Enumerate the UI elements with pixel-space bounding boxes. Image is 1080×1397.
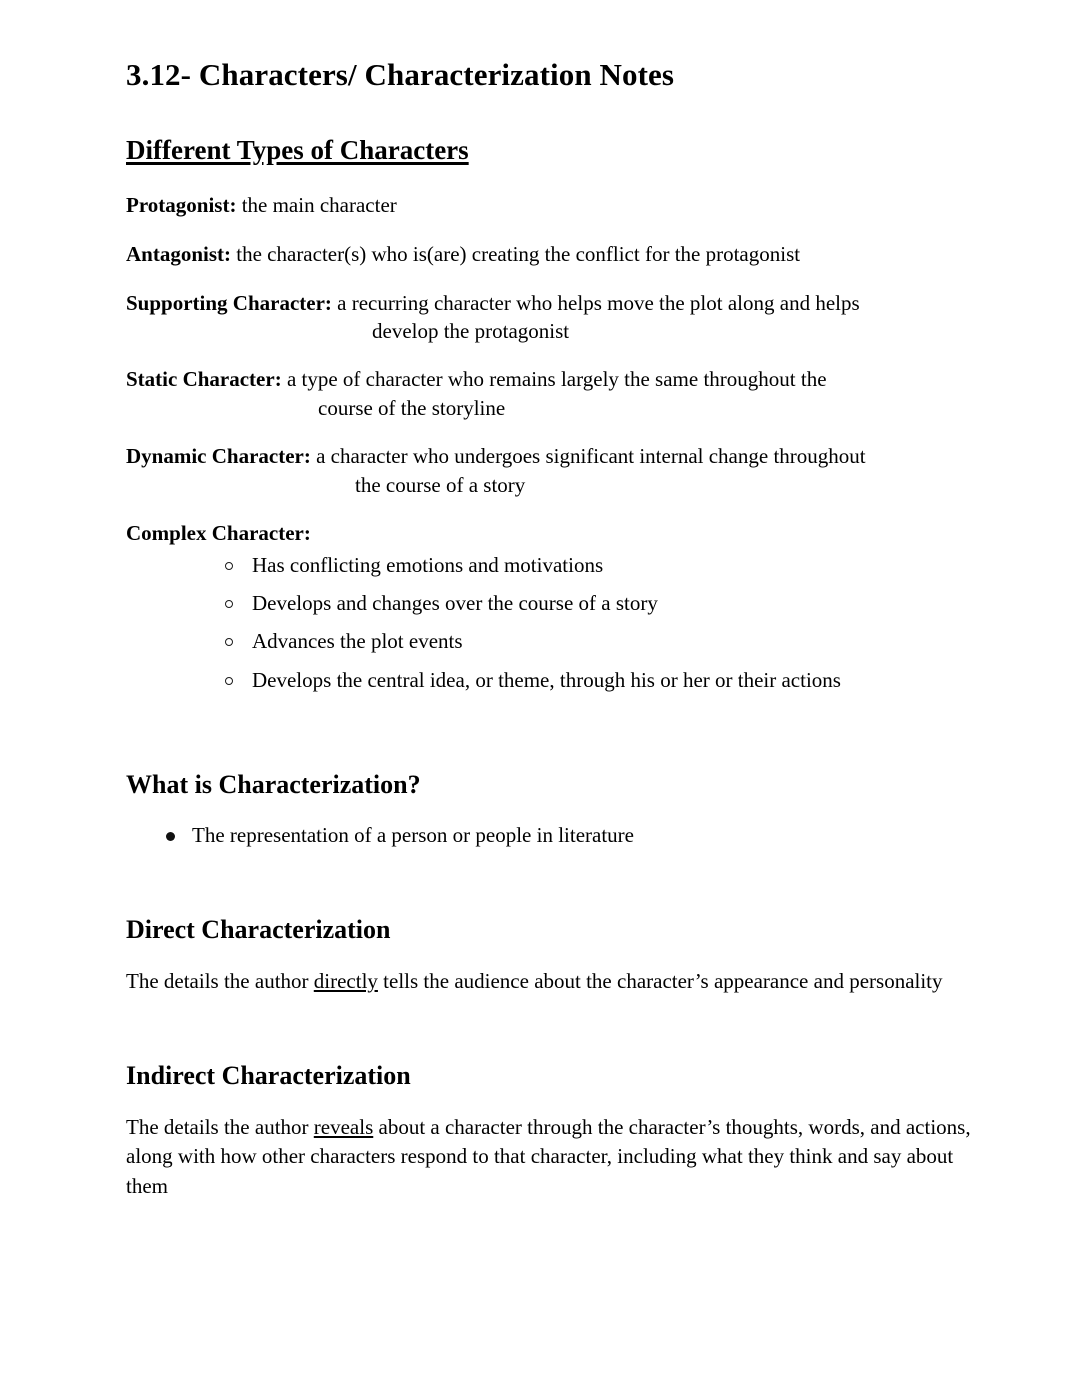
- section-heading-indirect-characterization: Indirect Characterization: [126, 1060, 411, 1090]
- section-indirect-characterization: [126, 1060, 1000, 1201]
- emphasized-term: directly: [313, 968, 378, 993]
- section-spacer: [126, 850, 1000, 914]
- body-text-after: about a character through the character’s thoughts, words, and actions, along with how other characters respond to that character, including what they think and say about them: [126, 1115, 971, 1198]
- section-heading-direct-characterization: Direct Characterization: [126, 914, 391, 944]
- definition-antagonist: [126, 241, 1000, 269]
- definition-term: Supporting Character:: [126, 290, 332, 315]
- definition-term: Protagonist:: [126, 193, 237, 218]
- section-different-types: [126, 134, 1000, 694]
- definition-supporting-character: [126, 290, 1000, 346]
- section-direct-characterization: [126, 914, 1000, 996]
- direct-characterization-body: [126, 967, 1000, 996]
- section-what-is-characterization: [126, 769, 1000, 849]
- body-text-before: The details the author: [126, 1115, 314, 1140]
- section-heading-what-is-characterization: What is Characterization?: [126, 770, 421, 800]
- body-text-after: tells the audience about the character’s appearance and personality: [377, 968, 943, 993]
- definition-text: a character who undergoes significant internal change throughout: [310, 444, 866, 469]
- definition-continuation: course of the storyline: [318, 396, 506, 421]
- section-spacer: [126, 705, 1000, 769]
- indirect-characterization-body: [126, 1113, 1000, 1201]
- definition-continuation: the course of a story: [355, 473, 526, 498]
- section-spacer: [126, 996, 1000, 1060]
- list-item: Develops the central idea, or theme, through his or her or their actions: [225, 667, 1000, 694]
- definition-term: Dynamic Character:: [126, 444, 311, 469]
- definition-text: the character(s) who is(are) creating the conflict for the protagonist: [231, 241, 801, 266]
- definition-text: the main character: [236, 193, 397, 218]
- definition-term: Static Character:: [126, 367, 282, 392]
- list-item: Advances the plot events: [225, 628, 1000, 655]
- definition-static-character: [126, 366, 1000, 422]
- definition-dynamic-character: [126, 443, 1000, 499]
- list-item: Develops and changes over the course of a story: [225, 590, 1000, 617]
- emphasized-term: reveals: [313, 1115, 374, 1140]
- what-is-characterization-bullet-list: [126, 822, 1000, 849]
- list-item: The representation of a person or people in literature: [166, 822, 1000, 849]
- page-title: 3.12- Characters/ Characterization Notes: [126, 57, 675, 92]
- definition-text: a recurring character who helps move the plot along and helps: [331, 290, 860, 315]
- section-heading-different-types: Different Types of Characters: [126, 134, 469, 165]
- definition-term: Antagonist:: [126, 241, 232, 266]
- body-text-before: The details the author: [126, 968, 314, 993]
- definition-continuation: develop the protagonist: [372, 319, 570, 344]
- list-item: Has conflicting emotions and motivations: [225, 552, 1000, 579]
- complex-character-bullet-list: [126, 552, 1000, 694]
- definition-protagonist: [126, 192, 1000, 220]
- definition-text: a type of character who remains largely the same throughout the: [281, 367, 827, 392]
- definition-complex-character-term: Complex Character:: [126, 521, 311, 546]
